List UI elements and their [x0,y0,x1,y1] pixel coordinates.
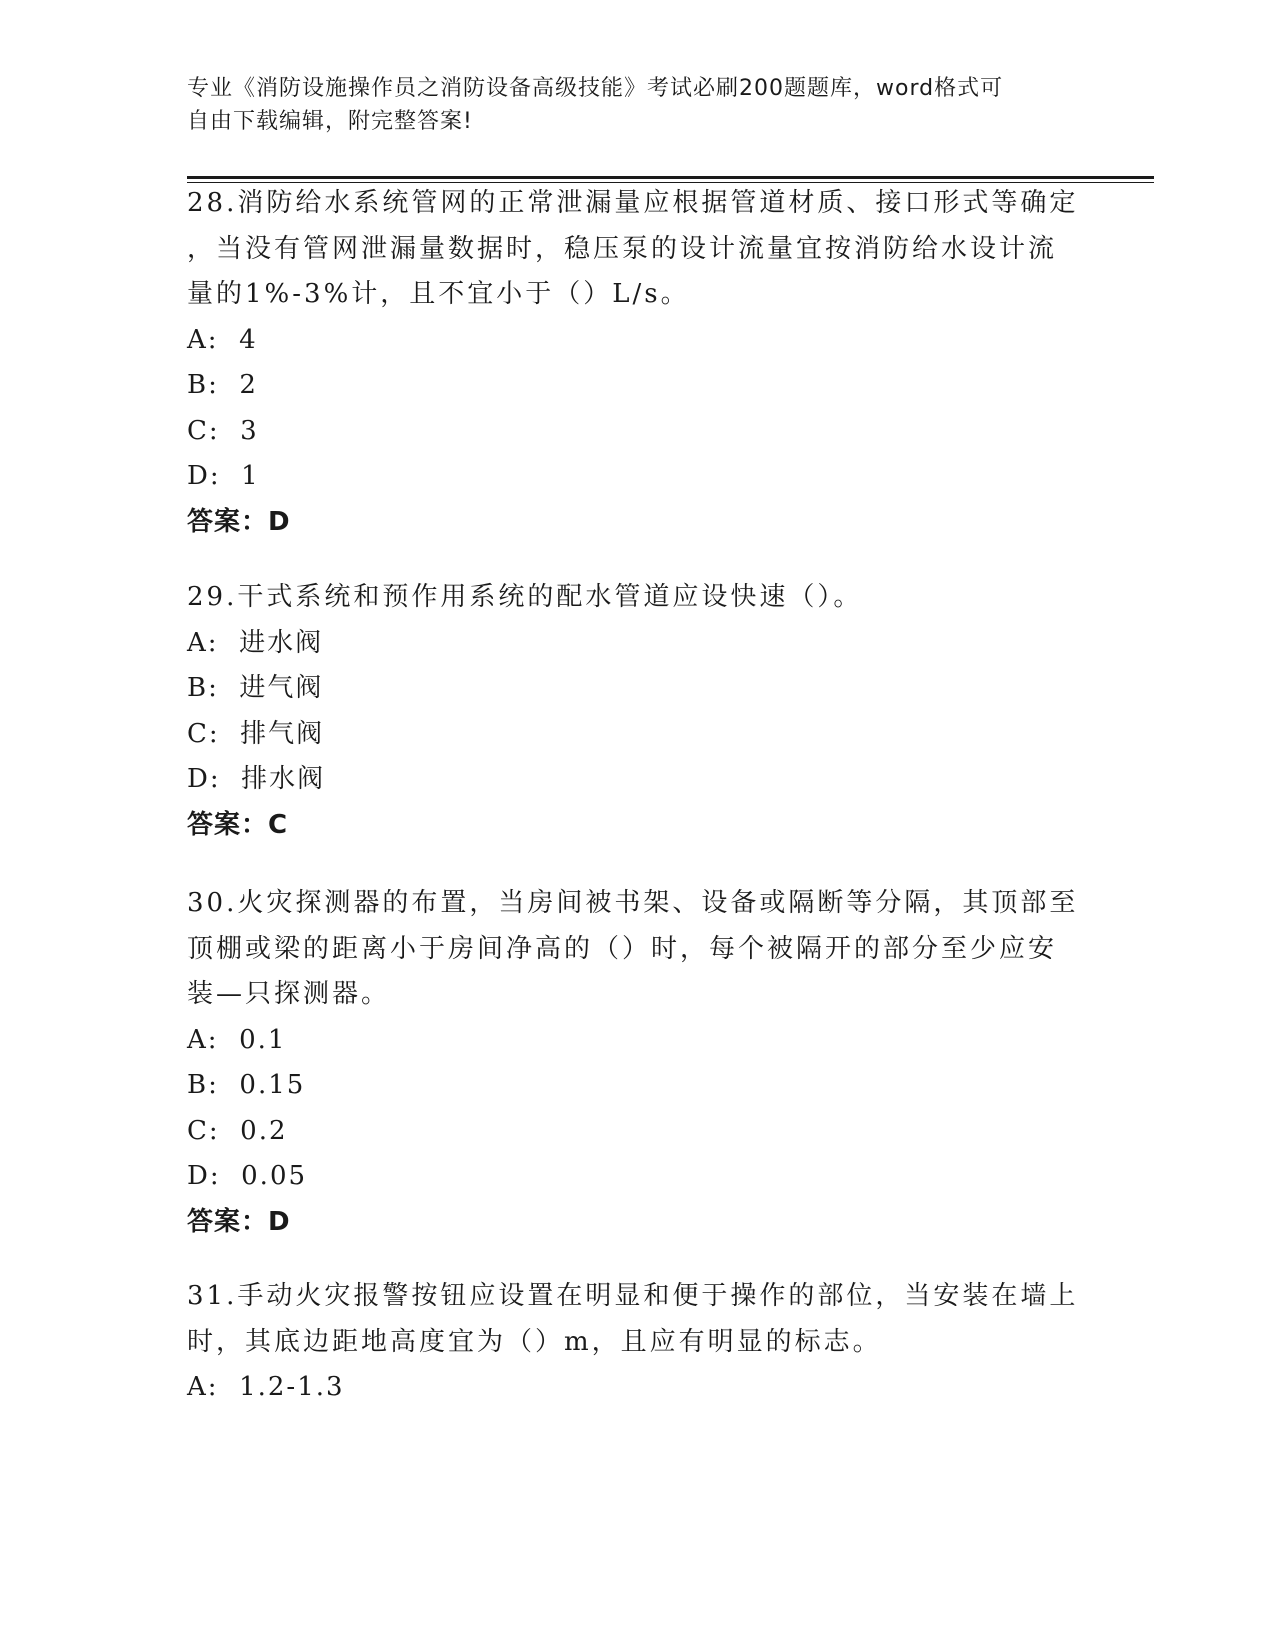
question-stem-line: 量的1%-3%计，且不宜小于（）L/s。 [187,279,690,309]
question-30 [187,881,1087,1245]
option-d: D: 0.05 [187,1161,308,1191]
option-b: B: 0.15 [187,1070,306,1100]
question-28 [187,181,1087,545]
question-stem-line: ，当没有管网泄漏量数据时，稳压泵的设计流量宜按消防给水设计流 [187,233,1058,264]
question-stem-line: 30.火灾探测器的布置，当房间被书架、设备或隔断等分隔，其顶部至 [187,888,1079,918]
question-29 [187,575,1087,848]
option-a: A: 0.1 [187,1024,287,1055]
answer-line: 答案：D [187,506,291,537]
option-c: C: 0.2 [187,1115,288,1146]
header-line-1: 专业《消防设施操作员之消防设备高级技能》考试必刷200题题库，word格式可 [187,76,1004,101]
question-stem-line: 装—只探测器。 [187,979,391,1009]
question-stem-line: 28.消防给水系统管网的正常泄漏量应根据管道材质、接口形式等确定 [187,188,1079,218]
document-header [187,72,1067,138]
option-b: B: 进气阀 [187,673,324,703]
option-a: A: 1.2-1.3 [187,1372,345,1402]
header-line-2: 自由下载编辑，附完整答案! [187,109,473,134]
header-divider-thick [187,176,1154,179]
question-stem-line: 时，其底边距地高度宜为（）m，且应有明显的标志。 [187,1326,882,1357]
question-stem-line: 顶棚或梁的距离小于房间净高的（）时，每个被隔开的部分至少应安 [187,933,1058,964]
option-a: A: 4 [187,324,258,355]
option-c: C: 排气阀 [187,718,325,749]
option-c: C: 3 [187,415,259,446]
option-d: D: 1 [187,461,260,491]
option-b: B: 2 [187,370,258,400]
question-31 [187,1274,1087,1411]
question-stem-line: 31.手动火灾报警按钮应设置在明显和便于操作的部位，当安装在墙上 [187,1281,1079,1311]
answer-line: 答案：C [187,809,289,840]
answer-line: 答案：D [187,1206,291,1237]
option-d: D: 排水阀 [187,764,326,794]
question-stem-line: 29.干式系统和预作用系统的配水管道应设快速（）。 [187,582,863,612]
option-a: A: 进水阀 [187,627,324,658]
